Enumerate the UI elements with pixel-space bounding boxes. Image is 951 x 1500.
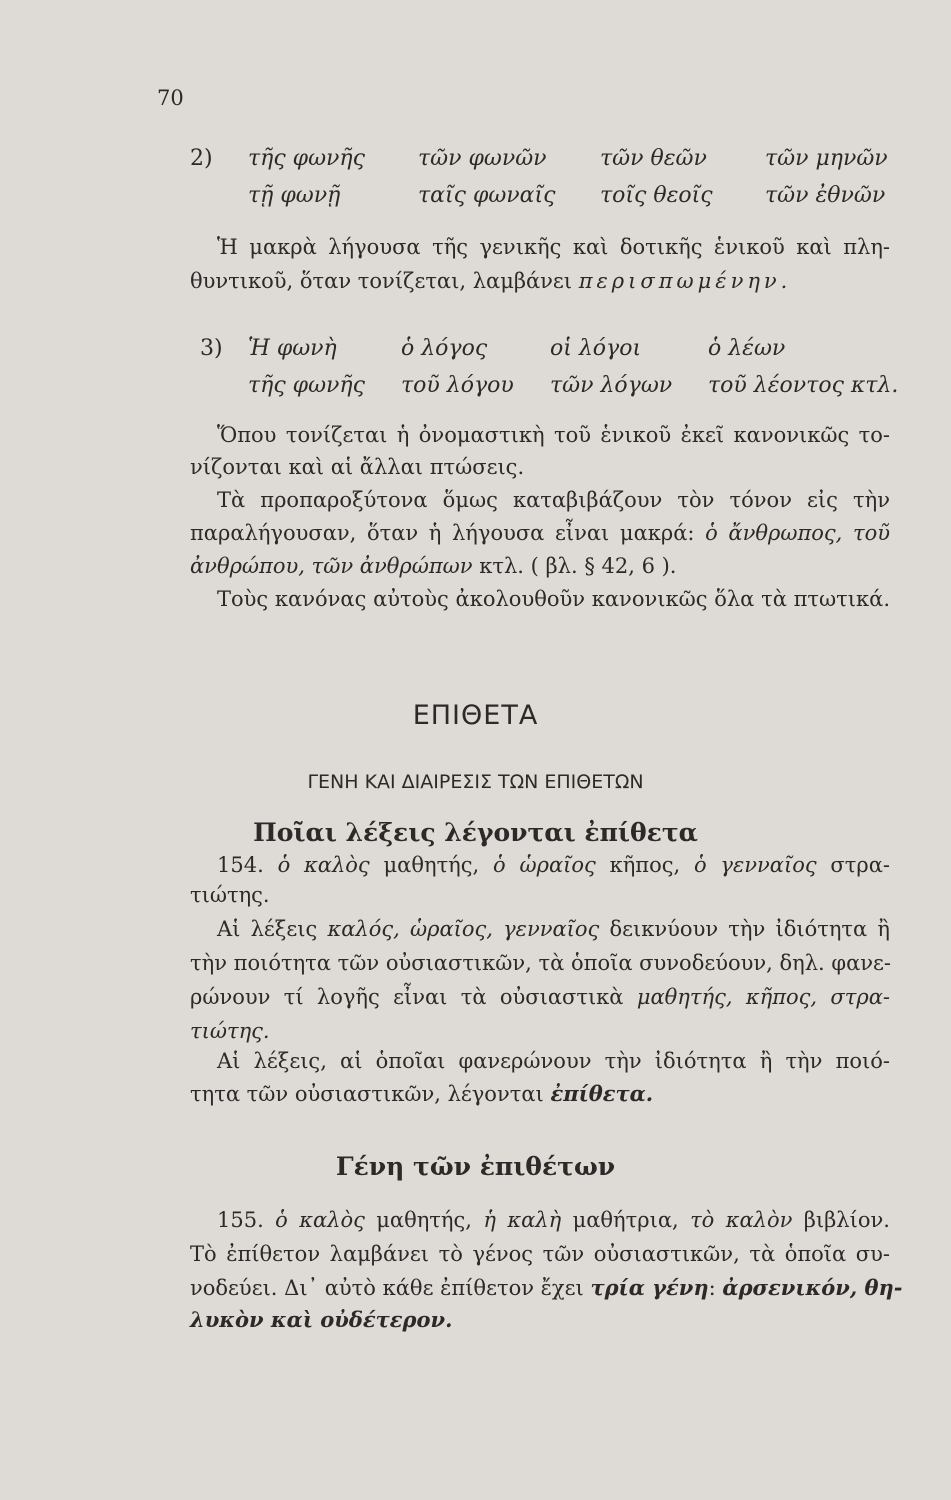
page-number: 70 <box>157 86 184 110</box>
declension-row: 3) Ἡ φωνὴ ὁ λόγος οἱ λόγοι ὁ λέων <box>200 336 786 361</box>
text-line: τὴν ποιότητα τῶν οὐσιαστικῶν, τὰ ὁποῖα συνοδεύουν, δηλ. φανε- <box>190 951 892 975</box>
text-line: Τὰ προπαροξύτονα ὅμως καταβιβάζουν τὸν τόνον εἰς τὴν <box>217 488 890 512</box>
section-number: 155. <box>217 1208 264 1232</box>
text-line: Αἱ λέξεις, αἱ ὁποῖαι φανερώνουν τὴν ἰδιότητα ἢ τὴν ποιό- <box>217 1049 890 1073</box>
text-line: τιώτης. <box>190 1019 270 1043</box>
declension-row: 2) τῆς φωνῆς τῶν φωνῶν τῶν θεῶν τῶν μηνῶν <box>190 146 888 171</box>
text-line: ρώνουν τί λογῆς εἶναι τὰ οὐσιαστικὰ μαθητής, κῆπος, στρα- <box>190 985 890 1009</box>
text-line: Τοὺς κανόνας αὐτοὺς ἀκολουθοῦν κανονικῶς ὅλα τὰ πτωτικά. <box>217 587 890 611</box>
chapter-heading: ΕΠΙΘΕΤΑ <box>412 700 539 731</box>
text-line: 155. ὁ καλὸς μαθητής, ἡ καλὴ μαθήτρια, τὸ καλὸν βιβλίον. <box>217 1208 890 1232</box>
text-line: παραλήγουσαν, ὅταν ἡ λήγουσα εἶναι μακρά: ὁ ἄνθρωπος, τοῦ <box>190 521 890 545</box>
declension-row: τῇ φωνῇ ταῖς φωναῖς τοῖς θεοῖς τῶν ἐθνῶν <box>248 183 886 208</box>
text-line: λυκὸν καὶ οὐδέτερον. <box>190 1307 453 1332</box>
text-line: Ἡ μακρὰ λήγουσα τῆς γενικῆς καὶ δοτικῆς ἑνικοῦ καὶ πλη- <box>217 235 890 259</box>
text-line: Αἱ λέξεις καλός, ὡραῖος, γενναῖος δεικνύουν τὴν ἰδιότητα ἢ <box>217 917 890 941</box>
declension-row: τῆς φωνῆς τοῦ λόγου τῶν λόγων τοῦ λέοντος κτλ. <box>248 373 899 398</box>
table-label: 2) <box>190 146 213 171</box>
text-line: νοδεύει. Δι᾽ αὐτὸ κάθε ἐπίθετον ἔχει τρία γένη: ἀρσενικόν, θη- <box>190 1275 903 1300</box>
section-heading: ΓΕΝΗ ΚΑΙ ΔΙΑΙΡΕΣΙΣ ΤΩΝ ΕΠΙΘΕΤΩΝ <box>307 771 644 793</box>
text-line: θυντικοῦ, ὅταν τονίζεται, λαμβάνει περισπωμένην. <box>190 269 792 293</box>
table-label: 3) <box>200 336 223 361</box>
text-line: τητα τῶν οὐσιαστικῶν, λέγονται ἐπίθετα. <box>190 1081 654 1106</box>
section-number: 154. <box>217 853 264 877</box>
text-line: τιώτης. <box>190 883 270 907</box>
text-line: Τὸ ἐπίθετον λαμβάνει τὸ γένος τῶν οὐσιαστικῶν, τὰ ὁποῖα συ- <box>190 1242 890 1266</box>
text-line: νίζονται καὶ αἱ ἄλλαι πτώσεις. <box>190 455 525 479</box>
text-line: 154. ὁ καλὸς μαθητής, ὁ ὡραῖος κῆπος, ὁ γενναῖος στρα- <box>217 853 890 877</box>
subsection-heading: Γένη τῶν ἐπιθέτων <box>335 1152 616 1181</box>
text-line: Ὅπου τονίζεται ἡ ὀνομαστικὴ τοῦ ἑνικοῦ ἐκεῖ κανονικῶς το- <box>217 423 890 447</box>
subsection-heading: Ποῖαι λέξεις λέγονται ἐπίθετα <box>253 818 698 847</box>
text-line: ἀνθρώπου, τῶν ἀνθρώπων κτλ. ( βλ. § 42, 6 ). <box>190 554 677 578</box>
